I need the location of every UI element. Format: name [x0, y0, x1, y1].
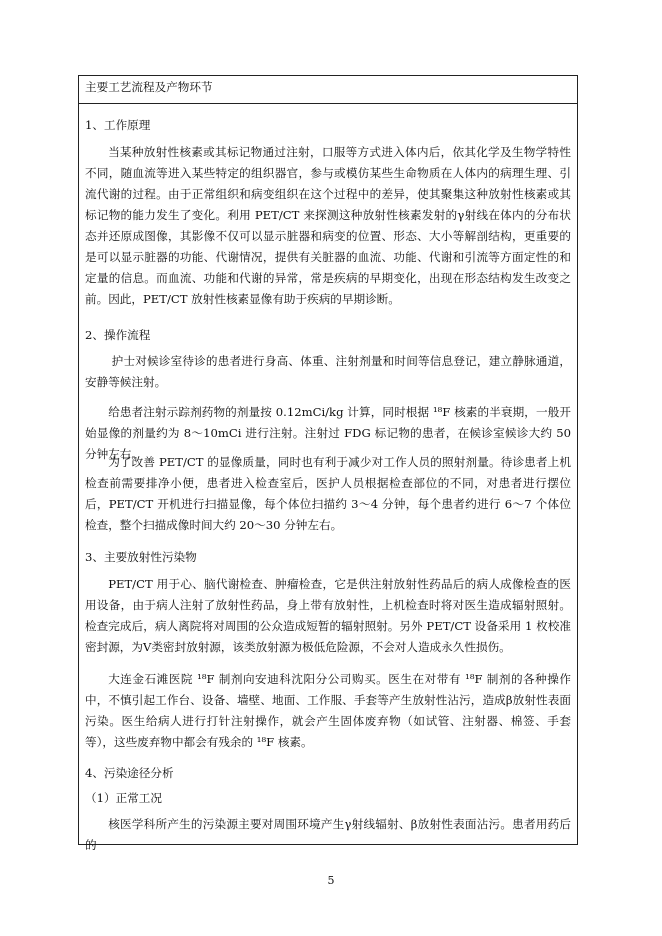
section-heading-4: 4、污染途径分析	[85, 766, 174, 780]
subsection-normal-condition: （1）正常工况	[85, 791, 162, 805]
table-header-title: 主要工艺流程及产物环节	[85, 80, 213, 94]
page-number: 5	[327, 874, 335, 887]
section-heading-3: 3、主要放射性污染物	[85, 550, 197, 564]
section-heading-2: 2、操作流程	[85, 328, 151, 342]
section-heading-1: 1、工作原理	[85, 118, 151, 132]
paragraph-registration: 护士对候诊室待诊的患者进行身高、体重、注射剂量和时间等信息登记，建立静脉通道，安静等候注射。	[85, 354, 571, 389]
paragraph-scanning: 为了改善 PET/CT 的显像质量，同时也有利于减少对工作人员的照射剂量。待诊患者上机检查前需要排净小便，患者进入检查室后，医护人员根据检查部位的不同，对患者进行摆位后，PET/CT 开机进行扫描显像，每个体位扫描约 3～4 分钟，每个患者约进行 6～7 个体位检查，整个扫描成像时间大约 20～30 分钟左右。	[85, 455, 571, 532]
paragraph-pollution-route: 核医学科所产生的污染源主要对周围环境产生γ射线辐射、β放射性表面沾污。患者用药后的	[85, 817, 571, 852]
header-divider	[79, 103, 577, 104]
paragraph-f18-source: 大连金石滩医院 ¹⁸F 制剂向安迪科沈阳分公司购买。医生在对带有 ¹⁸F 制剂的各种操作中，不慎引起工作台、设备、墙壁、地面、工作服、手套等产生放射性沾污，造成β放射性表面污染。医生给病人进行打针注射操作，就会产生固体废弃物（如试管、注射器、棉签、手套等），这些废弃物中都会有残余的 ¹⁸F 核素。	[85, 672, 571, 749]
paragraph-injection: 给患者注射示踪剂药物的剂量按 0.12mCi/kg 计算，同时根据 ¹⁸F 核素的半衰期，一般开始显像的剂量约为 8～10mCi 进行注射。注射过 FDG 标记物的患者，在候诊室候诊大约 50 分钟左右。	[85, 405, 571, 461]
paragraph-working-principle: 当某种放射性核素或其标记物通过注射，口服等方式进入体内后，依其化学及生物学特性不同，随血流等进入某些特定的组织器官，参与或模仿某些生命物质在人体内的病理生理、引流代谢的过程。由于正常组织和病变组织在这个过程中的差异，使其聚集这种放射性核素或其标记物的能力发生了变化。利用 PET/CT 来探测这种放射性核素发射的γ射线在体内的分布状态并还原成图像，其影像不仅可以显示脏器和病变的位置、形态、大小等解剖结构，更重要的是可以显示脏器的功能、代谢情况，提供有关脏器的血流、功能、代谢和引流等方面定性的和定量的信息。而血流、功能和代谢的异常，常是疾病的早期变化，出现在形态结构发生改变之前。因此，PET/CT 放射性核素显像有助于疾病的早期诊断。	[85, 145, 571, 306]
paragraph-pollutants: PET/CT 用于心、脑代谢检查、肿瘤检查，它是供注射放射性药品后的病人成像检查的医用设备，由于病人注射了放射性药品，身上带有放射性，上机检查时将对医生造成辐射照射。检查完成后，病人离院将对周围的公众造成短暂的辐射照射。另外 PET/CT 设备采用 1 枚校准密封源，为Ⅴ类密封放射源，该类放射源为极低危险源，不会对人造成永久性损伤。	[85, 577, 571, 654]
content-table	[78, 75, 578, 852]
